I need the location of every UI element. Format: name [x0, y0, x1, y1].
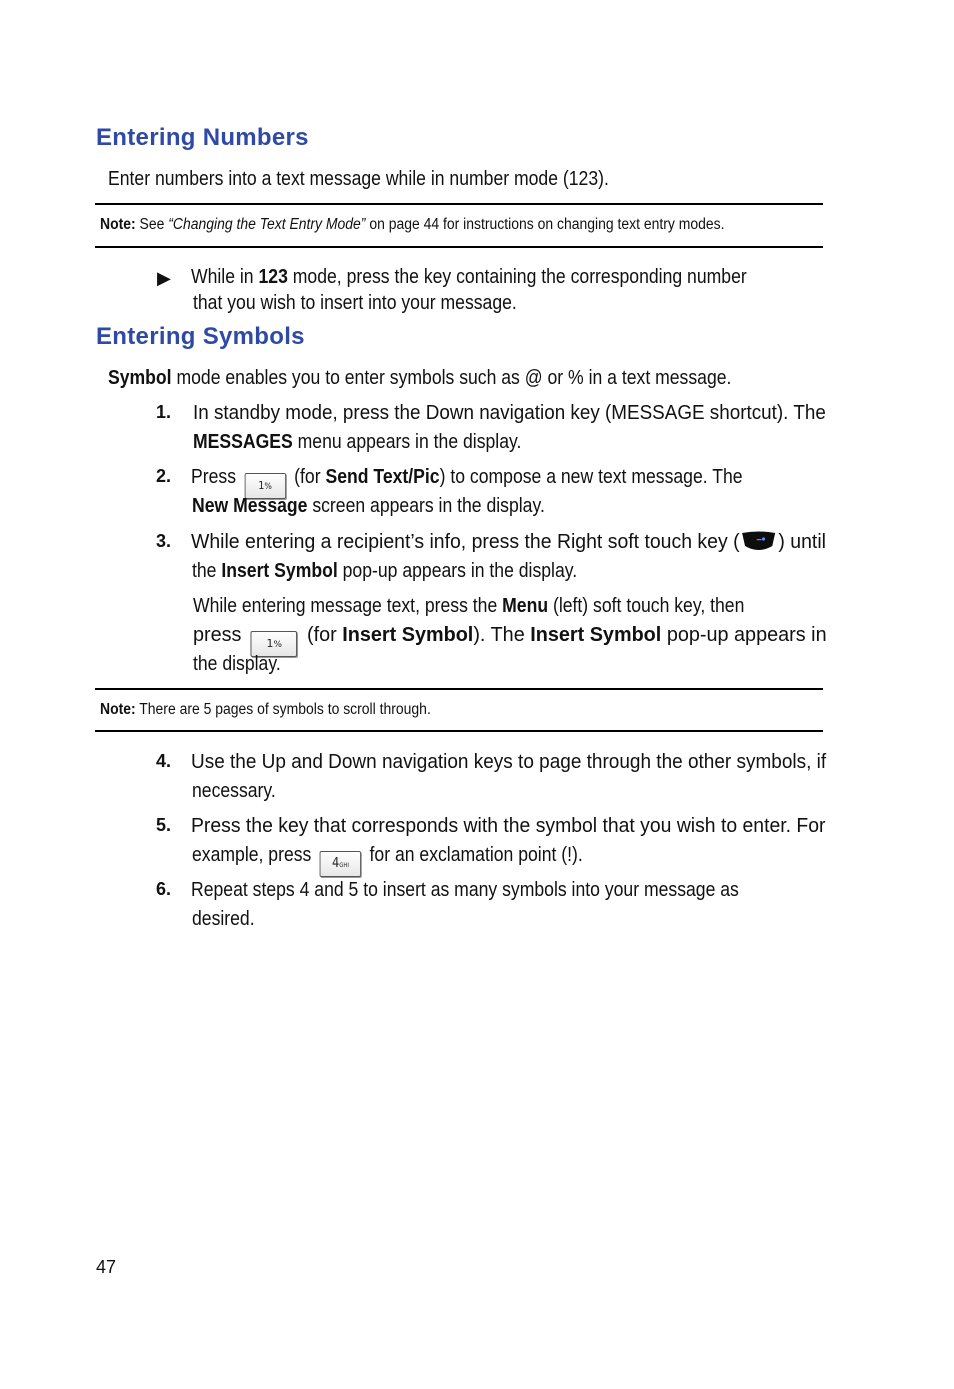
step-1-line-1: In standby mode, press the Down navigation key (MESSAGE shortcut). The	[193, 402, 826, 424]
step-number-6: 6.	[156, 879, 172, 899]
sub-line-3: the display.	[193, 653, 281, 675]
step-6-line-2: desired.	[192, 908, 255, 930]
step-3-line-1: While entering a recipient’s info, press the Right soft touch key ( ) until	[191, 531, 826, 553]
note-cross-reference: “Changing the Text Entry Mode”	[168, 216, 366, 233]
symbols-intro: Symbol mode enables you to enter symbols such as @ or % in a text message.	[108, 367, 732, 389]
step-2-line-2: New Message screen appears in the display.	[192, 495, 545, 517]
note-label: Note:	[100, 701, 136, 718]
sub-line-2: press 1% (for Insert Symbol). The Insert Symbol pop-up appears in	[193, 621, 827, 657]
right-soft-key-icon	[741, 530, 778, 552]
numbers-intro: Enter numbers into a text message while in number mode (123).	[108, 168, 609, 190]
key-4-icon: 4GHI	[320, 851, 361, 877]
step-2-line-1: Press 1% (for Send Text/Pic) to compose a new text message. The	[191, 463, 743, 499]
key-1-icon: 1%	[244, 473, 285, 499]
step-5-line-2: example, press 4GHI for an exclamation point (!).	[192, 841, 583, 877]
note-box-symbol-pages	[95, 688, 823, 732]
note-box-text-entry	[95, 203, 823, 248]
page-number: 47	[96, 1257, 117, 1277]
step-4-line-2: necessary.	[192, 780, 276, 802]
step-number-3: 3.	[156, 531, 172, 551]
bullet-line-2: that you wish to insert into your message.	[193, 292, 517, 314]
step-1-line-2: MESSAGES menu appears in the display.	[193, 431, 522, 453]
step-4-line-1: Use the Up and Down navigation keys to page through the other symbols, if	[191, 751, 827, 773]
step-3-line-2: the Insert Symbol pop-up appears in the display.	[192, 560, 578, 582]
step-number-2: 2.	[156, 466, 172, 486]
step-number-5: 5.	[156, 815, 172, 835]
step-5-line-1: Press the key that corresponds with the symbol that you wish to enter. For	[191, 815, 826, 837]
note-text: Note: There are 5 pages of symbols to scroll through.	[100, 701, 431, 718]
sub-line-1: While entering message text, press the Menu (left) soft touch key, then	[193, 595, 745, 617]
step-number-4: 4.	[156, 751, 172, 771]
step-6-line-1: Repeat steps 4 and 5 to insert as many symbols into your message as	[191, 879, 739, 901]
bullet-arrow-icon: ▶	[157, 268, 171, 288]
section-heading-entering-numbers: Entering Numbers	[96, 124, 309, 151]
key-1-icon: 1%	[251, 631, 298, 657]
note-label: Note:	[100, 216, 136, 233]
section-heading-entering-symbols: Entering Symbols	[96, 323, 305, 350]
note-text: Note: See “Changing the Text Entry Mode” on page 44 for instructions on changing text entry modes.	[100, 216, 725, 233]
bullet-line-1: While in 123 mode, press the key containing the corresponding number	[191, 266, 747, 288]
step-number-1: 1.	[156, 402, 172, 422]
